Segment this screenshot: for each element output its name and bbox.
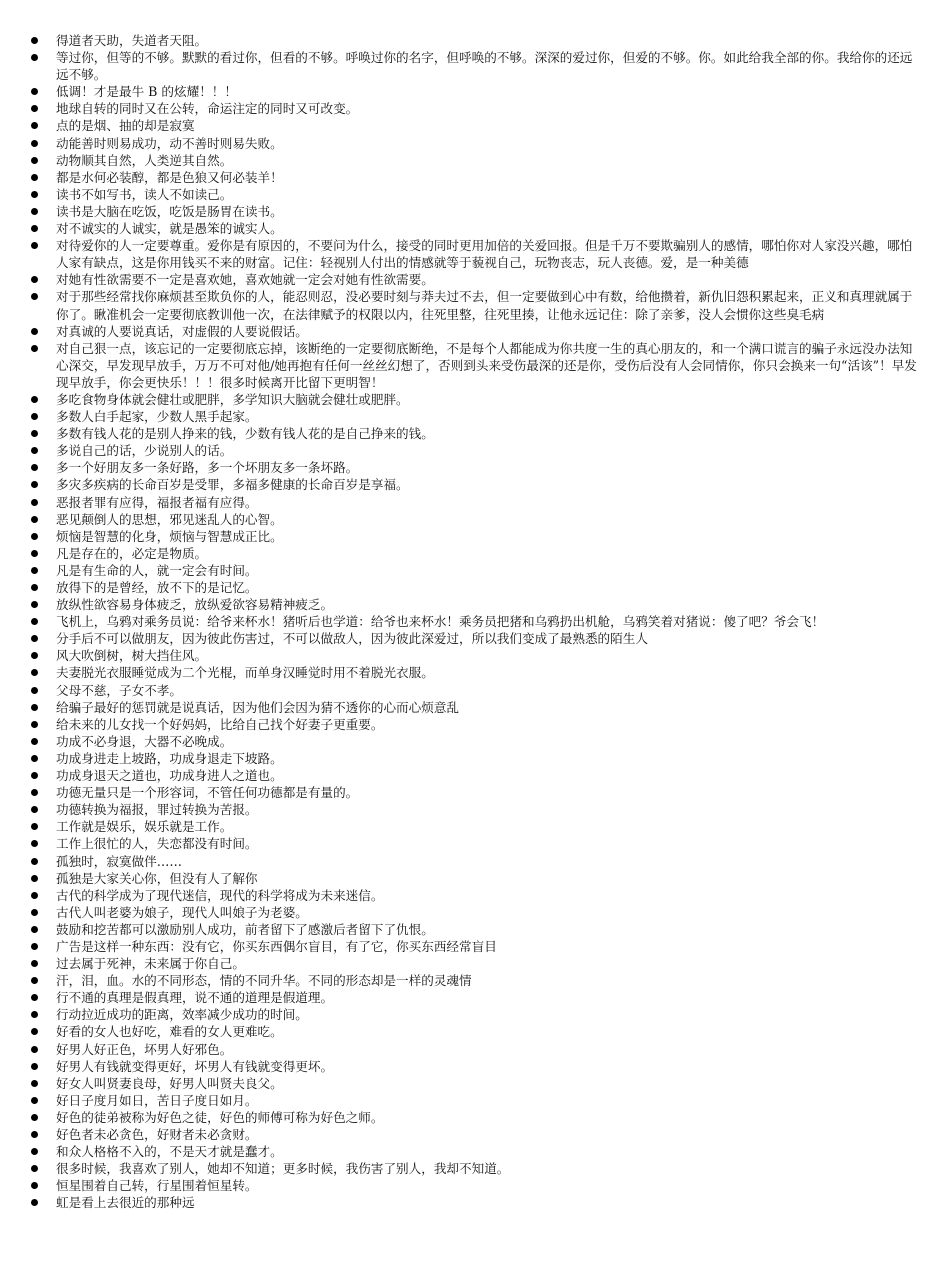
bullet-icon [31,601,38,608]
bullet-icon [31,669,38,676]
list-item [28,1126,920,1143]
list-item [28,682,920,699]
list-item [28,152,920,169]
list-item-text: 好看的女人也好吃，难看的女人更难吃。 [56,1024,283,1040]
bullet-icon [31,704,38,711]
bullet-icon [31,1148,38,1155]
list-item-text: 恶见颠倒人的思想，邪见迷乱人的心智。 [56,511,283,527]
list-item [28,425,920,442]
list-item [28,408,920,425]
list-item-text: 地球自转的同时又在公转，命运注定的同时又可改变。 [56,101,359,117]
bullet-icon [31,447,38,454]
list-item-text: 低调！才是最牛 B 的炫耀！！！ [56,84,237,100]
bullet-icon [31,1080,38,1087]
bullet-icon [31,225,38,232]
list-item-text: 工作就是娱乐，娱乐就是工作。 [56,819,233,835]
list-item [28,596,920,613]
bullet-icon [31,1046,38,1053]
list-item [28,511,920,528]
bullet-icon [31,122,38,129]
list-item [28,1092,920,1109]
bullet-icon [31,1165,38,1172]
list-item [28,853,920,870]
list-item-text: 多说自己的话，少说别人的话。 [56,443,233,459]
list-item [28,459,920,476]
list-item-text: 虹是看上去很近的那种远 [56,1195,195,1211]
list-item-text: 读书不如写书，读人不如读己。 [56,186,233,202]
bullet-icon [31,191,38,198]
list-item-text: 对不诚实的人诚实，就是愚笨的诚实人。 [56,221,283,237]
bullet-icon [31,396,38,403]
bullet-icon [31,516,38,523]
bullet-icon [31,567,38,574]
bullet-icon [31,635,38,642]
bullet-icon [31,840,38,847]
list-item [28,989,920,1006]
list-item [28,733,920,750]
list-item [28,32,920,49]
list-item-text: 多数人白手起家，少数人黑手起家。 [56,409,258,425]
list-item [28,528,920,545]
list-item-text: 好日子度月如日，苦日子度日如月。 [56,1092,258,1108]
bullet-icon [31,943,38,950]
list-item [28,699,920,716]
list-item [28,921,920,938]
bullet-icon [31,977,38,984]
list-item [28,613,920,630]
list-item-text: 飞机上，乌鸦对乘务员说：给爷来杯水！猪听后也学道：给爷也来杯水！乘务员把猪和乌鸦扔出机舱，乌鸦笑着对猪说：傻了吧？爷会飞！ [56,614,825,630]
bullet-icon [31,858,38,865]
list-item [28,1058,920,1075]
list-item [28,1109,920,1126]
list-item [28,767,920,784]
list-item-text: 多吃食物身体就会健壮或肥胖，多学知识大脑就会健壮或肥胖。 [56,391,409,407]
list-item-text: 孤独时，寂寞做伴…… [56,853,182,869]
bullet-icon [31,140,38,147]
list-item-text: 对自己狠一点，该忘记的一定要彻底忘掉，该断绝的一定要彻底断绝，不是每个人都能成为你共度一生的真心朋友的，和一个满口谎言的骗子永远没办法知心深交，早发现早放手，万万不可对他/她再抱有任何一丝丝幻想了，否则到头来受伤最深的还是你，受伤后没有人会同情你，你只会换来一句“活该”！早发现早放手，你会更快乐！！！很多时候离开比留下更明智！ [56,340,917,390]
bullet-icon [31,174,38,181]
list-item-text: 点的是烟、抽的却是寂寞 [56,118,195,134]
bullet-icon [31,345,38,352]
list-item-text: 给骗子最好的惩罚就是说真话，因为他们会因为猜不透你的心而心烦意乱 [56,699,459,715]
bullet-icon [31,481,38,488]
list-item [28,938,920,955]
list-item [28,271,920,288]
list-item-text: 好色的徒弟被称为好色之徒，好色的师傅可称为好色之师。 [56,1109,384,1125]
bullet-icon [31,1131,38,1138]
list-item [28,818,920,835]
bullet-icon [31,994,38,1001]
bullet-icon [31,1199,38,1206]
list-item [28,1160,920,1177]
list-item-text: 好男人好正色，坏男人好邪色。 [56,1041,233,1057]
bullet-icon [31,960,38,967]
list-item [28,870,920,887]
list-item-text: 汗，泪，血。水的不同形态，情的不同升华。不同的形态却是一样的灵魂情 [56,973,472,989]
bullet-icon [31,293,38,300]
list-item [28,647,920,664]
list-item-text: 功成身退天之道也，功成身进人之道也。 [56,768,283,784]
list-item-text: 好男人有钱就变得更好，坏男人有钱就变得更坏。 [56,1058,334,1074]
list-item [28,169,920,186]
list-item-text: 多一个好朋友多一条好路，多一个坏朋友多一条坏路。 [56,460,359,476]
list-item-text: 动物顺其自然，人类逆其自然。 [56,152,233,168]
list-item [28,887,920,904]
bullet-icon [31,755,38,762]
list-item-text: 广告是这样一种东西：没有它，你买东西偶尔盲目，有了它，你买东西经常盲目 [56,938,497,954]
bullet-icon [31,1028,38,1035]
list-item [28,220,920,237]
list-item-text: 工作上很忙的人，失恋都没有时间。 [56,836,258,852]
list-item [28,186,920,203]
list-item-text: 对待爱你的人一定要尊重。爱你是有原因的，不要问为什么，接受的同时更用加倍的关爱回报。但是千万不要欺骗别人的感情，哪怕你对人家没兴趣，哪怕人家有缺点，这是你用钱买不来的财富。记住：轻视别人付出的情感就等于藐视自己，玩物丧志，玩人丧德。爱，是一种美德 [56,238,913,271]
list-item-text: 分手后不可以做朋友，因为彼此伤害过，不可以做敌人，因为彼此深爱过，所以我们变成了最熟悉的陌生人 [56,631,648,647]
list-item [28,476,920,493]
list-item [28,545,920,562]
bullet-icon [31,721,38,728]
list-item [28,1143,920,1160]
bullet-icon [31,875,38,882]
list-item-text: 给未来的儿女找一个好妈妈，比给自己找个好妻子更重要。 [56,716,384,732]
bullet-icon [31,54,38,61]
bullet-icon [31,1011,38,1018]
bullet-icon [31,618,38,625]
list-item-text: 都是水何必装醇，都是色狼又何必装羊！ [56,169,283,185]
bullet-icon [31,652,38,659]
list-item-text: 凡是有生命的人，就一定会有时间。 [56,562,258,578]
quote-list [28,32,920,1211]
list-item-text: 好色者未必贪色，好财者未必贪财。 [56,1127,258,1142]
list-item [28,784,920,801]
list-item [28,579,920,596]
list-item-text: 父母不慈，子女不孝。 [56,682,182,698]
list-item [28,100,920,117]
list-item [28,83,920,100]
bullet-icon [31,276,38,283]
list-item [28,835,920,852]
list-item-text: 功德无量只是一个形容词，不管任何功德都是有量的。 [56,785,359,801]
list-item-text: 对真诚的人要说真话，对虚假的人要说假话。 [56,323,308,339]
bullet-icon [31,105,38,112]
bullet-icon [31,823,38,830]
list-item-text: 功成不必身退，大器不必晚成。 [56,733,233,749]
bullet-icon [31,413,38,420]
list-item [28,288,920,322]
list-item-text: 行不通的真理是假真理，说不通的道理是假道理。 [56,990,334,1006]
list-item-text: 得道者天助，失道者天阻。 [56,33,208,48]
list-item-text: 古代人叫老婆为娘子，现代人叫娘子为老婆。 [56,904,308,920]
bullet-icon [31,533,38,540]
list-item-text: 凡是存在的，必定是物质。 [56,545,208,561]
list-item-text: 恶报者罪有应得，福报者福有应得。 [56,494,258,510]
list-item [28,801,920,818]
list-item [28,955,920,972]
list-item-text: 很多时候，我喜欢了别人，她却不知道；更多时候，我伤害了别人，我却不知道。 [56,1161,510,1177]
list-item-text: 过去属于死神，未来属于你自己。 [56,956,245,972]
list-item [28,1177,920,1194]
bullet-icon [31,738,38,745]
bullet-icon [31,550,38,557]
list-item-text: 和众人格格不入的，不是天才就是蠢才。 [56,1144,283,1160]
list-item [28,1023,920,1040]
bullet-icon [31,584,38,591]
list-item [28,1075,920,1092]
list-item-text: 对她有性欲需要不一定是喜欢她，喜欢她就一定会对她有性欲需要。 [56,272,434,288]
list-item-text: 烦恼是智慧的化身，烦恼与智慧成正比。 [56,528,283,544]
list-item [28,117,920,134]
list-item [28,323,920,340]
list-item-text: 恒星围着自己转，行星围着恒星转。 [56,1178,258,1194]
bullet-icon [31,1182,38,1189]
list-item [28,972,920,989]
bullet-icon [31,806,38,813]
list-item-text: 好女人叫贤妻良母，好男人叫贤夫良父。 [56,1075,283,1091]
bullet-icon [31,157,38,164]
list-item [28,1041,920,1058]
list-item-text: 动能善时则易成功，动不善时则易失败。 [56,135,283,151]
list-item [28,391,920,408]
list-item [28,494,920,511]
list-item [28,135,920,152]
list-item-text: 读书是大脑在吃饭，吃饭是肠胃在读书。 [56,203,283,219]
bullet-icon [31,88,38,95]
list-item [28,1194,920,1211]
bullet-icon [31,37,38,44]
bullet-icon [31,328,38,335]
list-item-text: 多灾多疾病的长命百岁是受罪，多福多健康的长命百岁是享福。 [56,477,409,493]
list-item [28,1006,920,1023]
list-item-text: 对于那些经常找你麻烦甚至欺负你的人，能忍则忍，没必要时刻与莽夫过不去，但一定要做到心中有数，给他攒着，新仇旧怨积累起来，正义和真理就属于你了。瞅准机会一定要彻底教训他一次，在法律赋予的权限以内，往死里整，往死里揍，让他永远记住：除了亲爹，没人会惯你这些臭毛病 [56,289,913,322]
list-item [28,716,920,733]
list-item-text: 多数有钱人花的是别人挣来的钱，少数有钱人花的是自己挣来的钱。 [56,426,434,442]
list-item-text: 功成身进走上坡路，功成身退走下坡路。 [56,750,283,766]
bullet-icon [31,499,38,506]
list-item [28,203,920,220]
bullet-icon [31,789,38,796]
bullet-icon [31,242,38,249]
bullet-icon [31,1114,38,1121]
list-item [28,750,920,767]
list-item-text: 放纵性欲容易身体疲乏，放纵爱欲容易精神疲乏。 [56,597,334,613]
list-item-text: 孤独是大家关心你，但没有人了解你 [56,870,258,886]
bullet-icon [31,464,38,471]
list-item-text: 行动拉近成功的距离，效率减少成功的时间。 [56,1007,308,1023]
list-item [28,664,920,681]
list-item-text: 鼓励和挖苦都可以激励别人成功，前者留下了感激后者留下了仇恨。 [56,921,434,937]
list-item [28,49,920,83]
list-item [28,904,920,921]
bullet-icon [31,430,38,437]
bullet-icon [31,687,38,694]
bullet-icon [31,1097,38,1104]
list-item-text: 古代的科学成为了现代迷信，现代的科学将成为未来迷信。 [56,887,384,903]
bullet-icon [31,1063,38,1070]
list-item-text: 等过你，但等的不够。默默的看过你，但看的不够。呼唤过你的名字，但呼唤的不够。深深的爱过你，但爱的不够。你。如此给我全部的你。我给你的还远远不够。 [56,50,913,83]
list-item [28,562,920,579]
list-item-text: 功德转换为福报，罪过转换为苦报。 [56,802,258,818]
list-item-text: 夫妻脱光衣服睡觉成为二个光棍，而单身汉睡觉时用不着脱光衣服。 [56,665,434,681]
list-item [28,237,920,271]
bullet-icon [31,926,38,933]
list-item [28,442,920,459]
list-item [28,340,920,391]
list-item [28,630,920,647]
bullet-icon [31,772,38,779]
list-item-text: 风大吹倒树，树大挡住风。 [56,648,208,664]
bullet-icon [31,909,38,916]
list-item-text: 放得下的是曾经，放不下的是记忆。 [56,580,258,595]
bullet-icon [31,208,38,215]
bullet-icon [31,892,38,899]
